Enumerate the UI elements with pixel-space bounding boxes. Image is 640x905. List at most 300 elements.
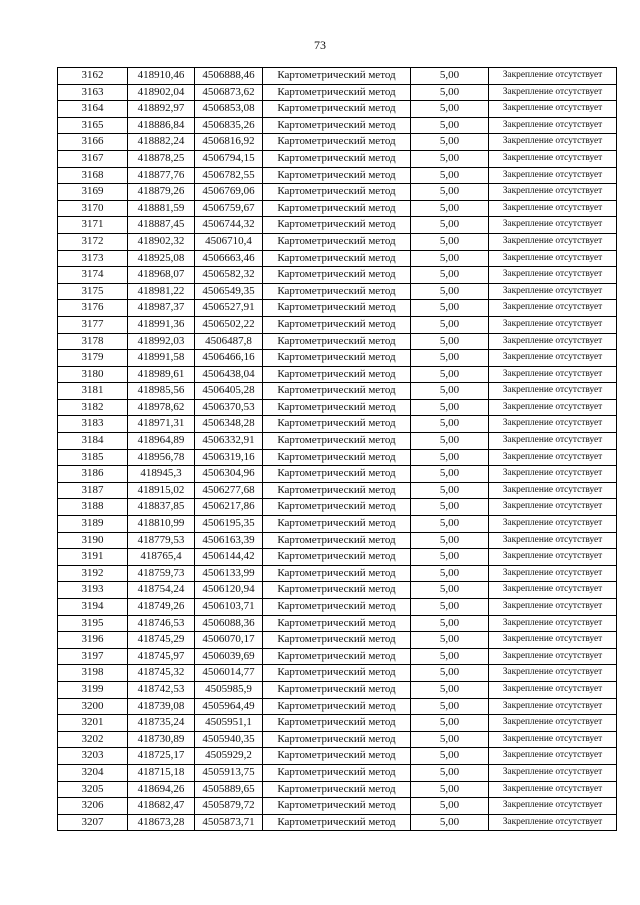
table-row: [58, 582, 617, 599]
cell-accuracy: 5,00: [411, 316, 489, 333]
cell-point-number: 3197: [58, 648, 128, 665]
cell-method: Картометрический метод: [263, 84, 411, 101]
cell-method: Картометрический метод: [263, 200, 411, 217]
cell-accuracy: 5,00: [411, 781, 489, 798]
cell-x-coordinate: 418991,58: [128, 350, 195, 367]
cell-method: Картометрический метод: [263, 681, 411, 698]
cell-y-coordinate: 4506835,26: [195, 117, 263, 134]
cell-y-coordinate: 4506853,08: [195, 101, 263, 118]
cell-y-coordinate: 4506070,17: [195, 632, 263, 649]
cell-x-coordinate: 418745,29: [128, 632, 195, 649]
table-row: [58, 565, 617, 582]
cell-point-number: 3165: [58, 117, 128, 134]
table-row: [58, 150, 617, 167]
cell-point-number: 3176: [58, 300, 128, 317]
cell-y-coordinate: 4506487,8: [195, 333, 263, 350]
table-row: [58, 648, 617, 665]
cell-method: Картометрический метод: [263, 532, 411, 549]
cell-y-coordinate: 4506527,91: [195, 300, 263, 317]
cell-accuracy: 5,00: [411, 482, 489, 499]
cell-x-coordinate: 418735,24: [128, 715, 195, 732]
cell-x-coordinate: 418879,26: [128, 184, 195, 201]
cell-x-coordinate: 418971,31: [128, 416, 195, 433]
cell-fixing-description: Закрепление отсутствует: [489, 267, 617, 284]
cell-y-coordinate: 4506332,91: [195, 433, 263, 450]
cell-x-coordinate: 418981,22: [128, 283, 195, 300]
table-row: [58, 482, 617, 499]
cell-x-coordinate: 418739,08: [128, 698, 195, 715]
cell-y-coordinate: 4506663,46: [195, 250, 263, 267]
cell-fixing-description: Закрепление отсутствует: [489, 731, 617, 748]
cell-y-coordinate: 4506502,22: [195, 316, 263, 333]
cell-method: Картометрический метод: [263, 433, 411, 450]
cell-method: Картометрический метод: [263, 350, 411, 367]
cell-fixing-description: Закрепление отсутствует: [489, 715, 617, 732]
cell-fixing-description: Закрепление отсутствует: [489, 167, 617, 184]
cell-point-number: 3199: [58, 681, 128, 698]
cell-method: Картометрический метод: [263, 416, 411, 433]
cell-y-coordinate: 4506710,4: [195, 233, 263, 250]
cell-fixing-description: Закрепление отсутствует: [489, 665, 617, 682]
table-row: [58, 549, 617, 566]
cell-fixing-description: Закрепление отсутствует: [489, 250, 617, 267]
cell-point-number: 3169: [58, 184, 128, 201]
cell-accuracy: 5,00: [411, 665, 489, 682]
cell-x-coordinate: 418886,84: [128, 117, 195, 134]
cell-x-coordinate: 418730,89: [128, 731, 195, 748]
cell-y-coordinate: 4505964,49: [195, 698, 263, 715]
cell-fixing-description: Закрепление отсутствует: [489, 748, 617, 765]
table-row: [58, 68, 617, 85]
cell-accuracy: 5,00: [411, 167, 489, 184]
cell-accuracy: 5,00: [411, 698, 489, 715]
cell-fixing-description: Закрепление отсутствует: [489, 101, 617, 118]
cell-point-number: 3190: [58, 532, 128, 549]
cell-y-coordinate: 4506744,32: [195, 217, 263, 234]
cell-method: Картометрический метод: [263, 316, 411, 333]
cell-x-coordinate: 418745,32: [128, 665, 195, 682]
cell-x-coordinate: 418985,56: [128, 383, 195, 400]
cell-x-coordinate: 418987,37: [128, 300, 195, 317]
cell-method: Картометрический метод: [263, 184, 411, 201]
page-number: 73: [314, 38, 326, 52]
cell-fixing-description: Закрепление отсутствует: [489, 781, 617, 798]
cell-x-coordinate: 418877,76: [128, 167, 195, 184]
cell-method: Картометрический метод: [263, 117, 411, 134]
coordinates-table: [57, 67, 617, 831]
cell-y-coordinate: 4506088,36: [195, 615, 263, 632]
cell-point-number: 3172: [58, 233, 128, 250]
cell-y-coordinate: 4505951,1: [195, 715, 263, 732]
cell-x-coordinate: 418992,03: [128, 333, 195, 350]
cell-x-coordinate: 418968,07: [128, 267, 195, 284]
cell-accuracy: 5,00: [411, 283, 489, 300]
cell-method: Картометрический метод: [263, 698, 411, 715]
cell-fixing-description: Закрепление отсутствует: [489, 599, 617, 616]
table-row: [58, 101, 617, 118]
cell-accuracy: 5,00: [411, 217, 489, 234]
table-row: [58, 532, 617, 549]
cell-fixing-description: Закрепление отсутствует: [489, 764, 617, 781]
cell-y-coordinate: 4506759,67: [195, 200, 263, 217]
cell-accuracy: 5,00: [411, 449, 489, 466]
cell-accuracy: 5,00: [411, 84, 489, 101]
cell-point-number: 3167: [58, 150, 128, 167]
table-row: [58, 267, 617, 284]
cell-y-coordinate: 4506549,35: [195, 283, 263, 300]
cell-point-number: 3191: [58, 549, 128, 566]
cell-x-coordinate: 418725,17: [128, 748, 195, 765]
table-row: [58, 366, 617, 383]
cell-fixing-description: Закрепление отсутствует: [489, 399, 617, 416]
table-row: [58, 599, 617, 616]
table-row: [58, 715, 617, 732]
cell-method: Картометрический метод: [263, 101, 411, 118]
cell-fixing-description: Закрепление отсутствует: [489, 482, 617, 499]
cell-fixing-description: Закрепление отсутствует: [489, 200, 617, 217]
cell-y-coordinate: 4506133,99: [195, 565, 263, 582]
cell-y-coordinate: 4505940,35: [195, 731, 263, 748]
cell-y-coordinate: 4505929,2: [195, 748, 263, 765]
cell-method: Картометрический метод: [263, 798, 411, 815]
cell-fixing-description: Закрепление отсутствует: [489, 283, 617, 300]
cell-accuracy: 5,00: [411, 565, 489, 582]
cell-x-coordinate: 418882,24: [128, 134, 195, 151]
cell-point-number: 3181: [58, 383, 128, 400]
table-row: [58, 416, 617, 433]
cell-y-coordinate: 4505913,75: [195, 764, 263, 781]
cell-point-number: 3185: [58, 449, 128, 466]
table-row: [58, 399, 617, 416]
cell-fixing-description: Закрепление отсутствует: [489, 217, 617, 234]
cell-accuracy: 5,00: [411, 648, 489, 665]
cell-point-number: 3196: [58, 632, 128, 649]
cell-y-coordinate: 4506163,39: [195, 532, 263, 549]
cell-point-number: 3203: [58, 748, 128, 765]
cell-method: Картометрический метод: [263, 466, 411, 483]
cell-fixing-description: Закрепление отсутствует: [489, 233, 617, 250]
cell-point-number: 3206: [58, 798, 128, 815]
cell-y-coordinate: 4506014,77: [195, 665, 263, 682]
cell-y-coordinate: 4506782,55: [195, 167, 263, 184]
cell-fixing-description: Закрепление отсутствует: [489, 632, 617, 649]
cell-fixing-description: Закрепление отсутствует: [489, 449, 617, 466]
cell-fixing-description: Закрепление отсутствует: [489, 150, 617, 167]
table-row: [58, 300, 617, 317]
cell-x-coordinate: 418991,36: [128, 316, 195, 333]
cell-method: Картометрический метод: [263, 167, 411, 184]
table-row: [58, 117, 617, 134]
cell-point-number: 3194: [58, 599, 128, 616]
cell-point-number: 3180: [58, 366, 128, 383]
cell-accuracy: 5,00: [411, 300, 489, 317]
cell-accuracy: 5,00: [411, 814, 489, 831]
cell-accuracy: 5,00: [411, 350, 489, 367]
cell-x-coordinate: 418837,85: [128, 499, 195, 516]
cell-y-coordinate: 4506103,71: [195, 599, 263, 616]
cell-x-coordinate: 418978,62: [128, 399, 195, 416]
cell-y-coordinate: 4506217,86: [195, 499, 263, 516]
table-row: [58, 283, 617, 300]
cell-point-number: 3162: [58, 68, 128, 85]
cell-y-coordinate: 4506195,35: [195, 516, 263, 533]
cell-fixing-description: Закрепление отсутствует: [489, 184, 617, 201]
cell-method: Картометрический метод: [263, 516, 411, 533]
cell-y-coordinate: 4506582,32: [195, 267, 263, 284]
cell-point-number: 3164: [58, 101, 128, 118]
cell-accuracy: 5,00: [411, 731, 489, 748]
cell-x-coordinate: 418878,25: [128, 150, 195, 167]
cell-method: Картометрический метод: [263, 366, 411, 383]
cell-accuracy: 5,00: [411, 615, 489, 632]
cell-method: Картометрический метод: [263, 715, 411, 732]
cell-y-coordinate: 4506277,68: [195, 482, 263, 499]
table-row: [58, 731, 617, 748]
cell-y-coordinate: 4506888,46: [195, 68, 263, 85]
coordinates-table-body: [58, 68, 617, 831]
cell-method: Картометрический метод: [263, 499, 411, 516]
table-row: [58, 134, 617, 151]
cell-point-number: 3163: [58, 84, 128, 101]
cell-method: Картометрический метод: [263, 731, 411, 748]
cell-point-number: 3183: [58, 416, 128, 433]
cell-method: Картометрический метод: [263, 482, 411, 499]
table-row: [58, 333, 617, 350]
cell-accuracy: 5,00: [411, 366, 489, 383]
cell-y-coordinate: 4506466,16: [195, 350, 263, 367]
cell-x-coordinate: 418765,4: [128, 549, 195, 566]
cell-accuracy: 5,00: [411, 748, 489, 765]
table-row: [58, 764, 617, 781]
table-row: [58, 184, 617, 201]
cell-accuracy: 5,00: [411, 233, 489, 250]
cell-method: Картометрический метод: [263, 267, 411, 284]
cell-x-coordinate: 418989,61: [128, 366, 195, 383]
cell-method: Картометрический метод: [263, 134, 411, 151]
cell-method: Картометрический метод: [263, 549, 411, 566]
cell-point-number: 3192: [58, 565, 128, 582]
table-row: [58, 632, 617, 649]
cell-x-coordinate: 418892,97: [128, 101, 195, 118]
cell-accuracy: 5,00: [411, 184, 489, 201]
cell-fixing-description: Закрепление отсутствует: [489, 516, 617, 533]
cell-fixing-description: Закрепление отсутствует: [489, 532, 617, 549]
table-row: [58, 516, 617, 533]
cell-fixing-description: Закрепление отсутствует: [489, 615, 617, 632]
cell-accuracy: 5,00: [411, 715, 489, 732]
cell-point-number: 3177: [58, 316, 128, 333]
table-row: [58, 798, 617, 815]
cell-point-number: 3198: [58, 665, 128, 682]
cell-method: Картометрический метод: [263, 814, 411, 831]
cell-point-number: 3174: [58, 267, 128, 284]
cell-fixing-description: Закрепление отсутствует: [489, 798, 617, 815]
table-row: [58, 217, 617, 234]
cell-point-number: 3207: [58, 814, 128, 831]
table-row: [58, 698, 617, 715]
cell-method: Картометрический метод: [263, 582, 411, 599]
cell-point-number: 3205: [58, 781, 128, 798]
cell-x-coordinate: 418945,3: [128, 466, 195, 483]
cell-method: Картометрический метод: [263, 383, 411, 400]
cell-fixing-description: Закрепление отсутствует: [489, 68, 617, 85]
cell-y-coordinate: 4505985,9: [195, 681, 263, 698]
cell-method: Картометрический метод: [263, 648, 411, 665]
table-row: [58, 665, 617, 682]
cell-accuracy: 5,00: [411, 466, 489, 483]
cell-y-coordinate: 4505873,71: [195, 814, 263, 831]
cell-point-number: 3179: [58, 350, 128, 367]
cell-fixing-description: Закрепление отсутствует: [489, 333, 617, 350]
cell-method: Картометрический метод: [263, 748, 411, 765]
cell-accuracy: 5,00: [411, 632, 489, 649]
cell-x-coordinate: 418682,47: [128, 798, 195, 815]
cell-accuracy: 5,00: [411, 433, 489, 450]
table-row: [58, 250, 617, 267]
cell-point-number: 3182: [58, 399, 128, 416]
table-row: [58, 449, 617, 466]
cell-accuracy: 5,00: [411, 416, 489, 433]
cell-accuracy: 5,00: [411, 764, 489, 781]
cell-method: Картометрический метод: [263, 615, 411, 632]
cell-fixing-description: Закрепление отсутствует: [489, 416, 617, 433]
cell-x-coordinate: 418746,53: [128, 615, 195, 632]
cell-method: Картометрический метод: [263, 250, 411, 267]
table-row: [58, 499, 617, 516]
table-row: [58, 350, 617, 367]
table-row: [58, 233, 617, 250]
cell-method: Картометрический метод: [263, 449, 411, 466]
cell-accuracy: 5,00: [411, 549, 489, 566]
cell-fixing-description: Закрепление отсутствует: [489, 814, 617, 831]
cell-x-coordinate: 418754,24: [128, 582, 195, 599]
cell-point-number: 3204: [58, 764, 128, 781]
cell-y-coordinate: 4506348,28: [195, 416, 263, 433]
cell-x-coordinate: 418715,18: [128, 764, 195, 781]
cell-x-coordinate: 418956,78: [128, 449, 195, 466]
cell-x-coordinate: 418915,02: [128, 482, 195, 499]
cell-point-number: 3175: [58, 283, 128, 300]
cell-accuracy: 5,00: [411, 117, 489, 134]
cell-method: Картометрический метод: [263, 764, 411, 781]
cell-fixing-description: Закрепление отсутствует: [489, 648, 617, 665]
cell-point-number: 3187: [58, 482, 128, 499]
cell-x-coordinate: 418881,59: [128, 200, 195, 217]
cell-y-coordinate: 4506873,62: [195, 84, 263, 101]
cell-fixing-description: Закрепление отсутствует: [489, 565, 617, 582]
cell-fixing-description: Закрепление отсутствует: [489, 383, 617, 400]
cell-method: Картометрический метод: [263, 233, 411, 250]
cell-fixing-description: Закрепление отсутствует: [489, 582, 617, 599]
cell-y-coordinate: 4505879,72: [195, 798, 263, 815]
cell-x-coordinate: 418673,28: [128, 814, 195, 831]
cell-accuracy: 5,00: [411, 582, 489, 599]
cell-fixing-description: Закрепление отсутствует: [489, 466, 617, 483]
cell-fixing-description: Закрепление отсутствует: [489, 350, 617, 367]
cell-accuracy: 5,00: [411, 150, 489, 167]
table-row: [58, 316, 617, 333]
table-row: [58, 681, 617, 698]
cell-accuracy: 5,00: [411, 68, 489, 85]
cell-point-number: 3171: [58, 217, 128, 234]
table-row: [58, 383, 617, 400]
cell-point-number: 3173: [58, 250, 128, 267]
cell-accuracy: 5,00: [411, 798, 489, 815]
table-row: [58, 200, 617, 217]
cell-y-coordinate: 4506816,92: [195, 134, 263, 151]
table-row: [58, 433, 617, 450]
cell-method: Картометрический метод: [263, 399, 411, 416]
cell-x-coordinate: 418902,32: [128, 233, 195, 250]
cell-x-coordinate: 418810,99: [128, 516, 195, 533]
table-row: [58, 781, 617, 798]
cell-accuracy: 5,00: [411, 200, 489, 217]
cell-x-coordinate: 418742,53: [128, 681, 195, 698]
cell-y-coordinate: 4506144,42: [195, 549, 263, 566]
table-row: [58, 466, 617, 483]
cell-method: Картометрический метод: [263, 150, 411, 167]
cell-y-coordinate: 4505889,65: [195, 781, 263, 798]
cell-method: Картометрический метод: [263, 665, 411, 682]
cell-method: Картометрический метод: [263, 68, 411, 85]
cell-accuracy: 5,00: [411, 134, 489, 151]
cell-point-number: 3186: [58, 466, 128, 483]
cell-y-coordinate: 4506039,69: [195, 648, 263, 665]
cell-method: Картометрический метод: [263, 283, 411, 300]
cell-accuracy: 5,00: [411, 499, 489, 516]
cell-point-number: 3184: [58, 433, 128, 450]
cell-point-number: 3193: [58, 582, 128, 599]
cell-x-coordinate: 418887,45: [128, 217, 195, 234]
cell-point-number: 3168: [58, 167, 128, 184]
cell-accuracy: 5,00: [411, 267, 489, 284]
cell-y-coordinate: 4506120,94: [195, 582, 263, 599]
cell-accuracy: 5,00: [411, 681, 489, 698]
cell-x-coordinate: 418694,26: [128, 781, 195, 798]
cell-method: Картометрический метод: [263, 599, 411, 616]
cell-accuracy: 5,00: [411, 101, 489, 118]
cell-point-number: 3201: [58, 715, 128, 732]
cell-fixing-description: Закрепление отсутствует: [489, 134, 617, 151]
cell-x-coordinate: 418759,73: [128, 565, 195, 582]
cell-fixing-description: Закрепление отсутствует: [489, 698, 617, 715]
cell-point-number: 3166: [58, 134, 128, 151]
cell-y-coordinate: 4506304,96: [195, 466, 263, 483]
cell-fixing-description: Закрепление отсутствует: [489, 366, 617, 383]
table-row: [58, 615, 617, 632]
cell-method: Картометрический метод: [263, 333, 411, 350]
cell-method: Картометрический метод: [263, 565, 411, 582]
cell-fixing-description: Закрепление отсутствует: [489, 316, 617, 333]
cell-point-number: 3170: [58, 200, 128, 217]
cell-point-number: 3200: [58, 698, 128, 715]
table-row: [58, 814, 617, 831]
cell-accuracy: 5,00: [411, 599, 489, 616]
cell-y-coordinate: 4506769,06: [195, 184, 263, 201]
cell-method: Картометрический метод: [263, 300, 411, 317]
cell-x-coordinate: 418745,97: [128, 648, 195, 665]
cell-y-coordinate: 4506438,04: [195, 366, 263, 383]
table-row: [58, 748, 617, 765]
cell-method: Картометрический метод: [263, 781, 411, 798]
cell-fixing-description: Закрепление отсутствует: [489, 84, 617, 101]
cell-fixing-description: Закрепление отсутствует: [489, 549, 617, 566]
cell-point-number: 3195: [58, 615, 128, 632]
cell-fixing-description: Закрепление отсутствует: [489, 300, 617, 317]
cell-point-number: 3178: [58, 333, 128, 350]
cell-y-coordinate: 4506405,28: [195, 383, 263, 400]
cell-x-coordinate: 418925,08: [128, 250, 195, 267]
